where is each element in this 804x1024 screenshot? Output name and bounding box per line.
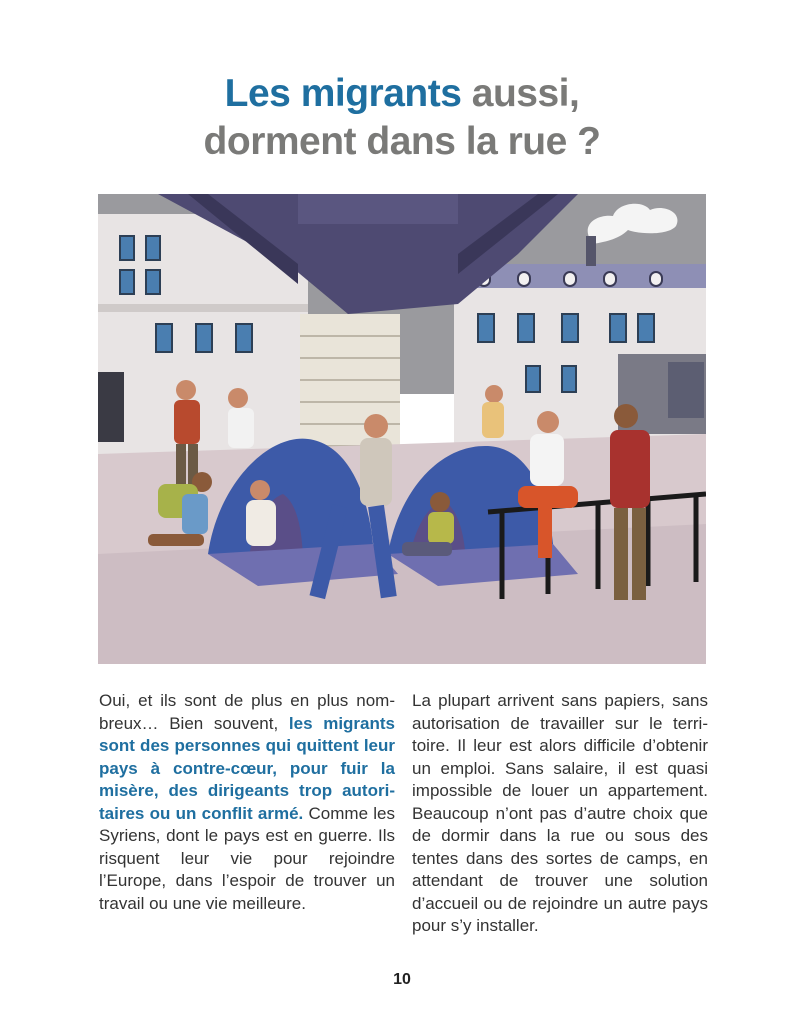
right-text: La plupart arrivent sans papiers, sans autorisation de travailler sur le territoire. Il leur est alors difficile d’obtenir un emploi. Sans salaire, il est quasi impossible de louer un appartement. Beaucoup n’ont pas d’autre choix que de dormir dans la rue ou sous des tentes dans des sortes de camps, en attendant de trouver une solution d’accueil ou de rejoindre un autre pays pour s’y installer. bbox=[412, 691, 708, 935]
page-title bbox=[0, 70, 804, 166]
left-text-continuation: Comme les Syriens, dont le pays est en guerre. Ils risquent leur vie pour rejoindre l’Europe, dans l’espoir de trouver un travail ou une vie meilleure. bbox=[99, 803, 396, 913]
person-back-right bbox=[482, 385, 504, 438]
title-highlight: Les migrants bbox=[224, 72, 462, 115]
text-column-right bbox=[412, 690, 708, 938]
text-column-left bbox=[99, 690, 395, 915]
migrants-tents-illustration bbox=[98, 194, 706, 664]
page-number: 10 bbox=[393, 971, 411, 988]
illustration-svg bbox=[98, 194, 706, 664]
left-text-intro: Oui, et ils sont de plus en plus nombreux… Bien souvent, bbox=[99, 691, 395, 733]
left-text-emphasis: les migrants sont des personnes qui quittent leur pays à contre-cœur, pour fuir la misère, des dirigeants trop autoritaires ou un conflit armé. bbox=[99, 713, 396, 823]
title-line1-rest: aussi, bbox=[461, 72, 580, 115]
title-line2: dorment dans la rue ? bbox=[203, 120, 601, 163]
